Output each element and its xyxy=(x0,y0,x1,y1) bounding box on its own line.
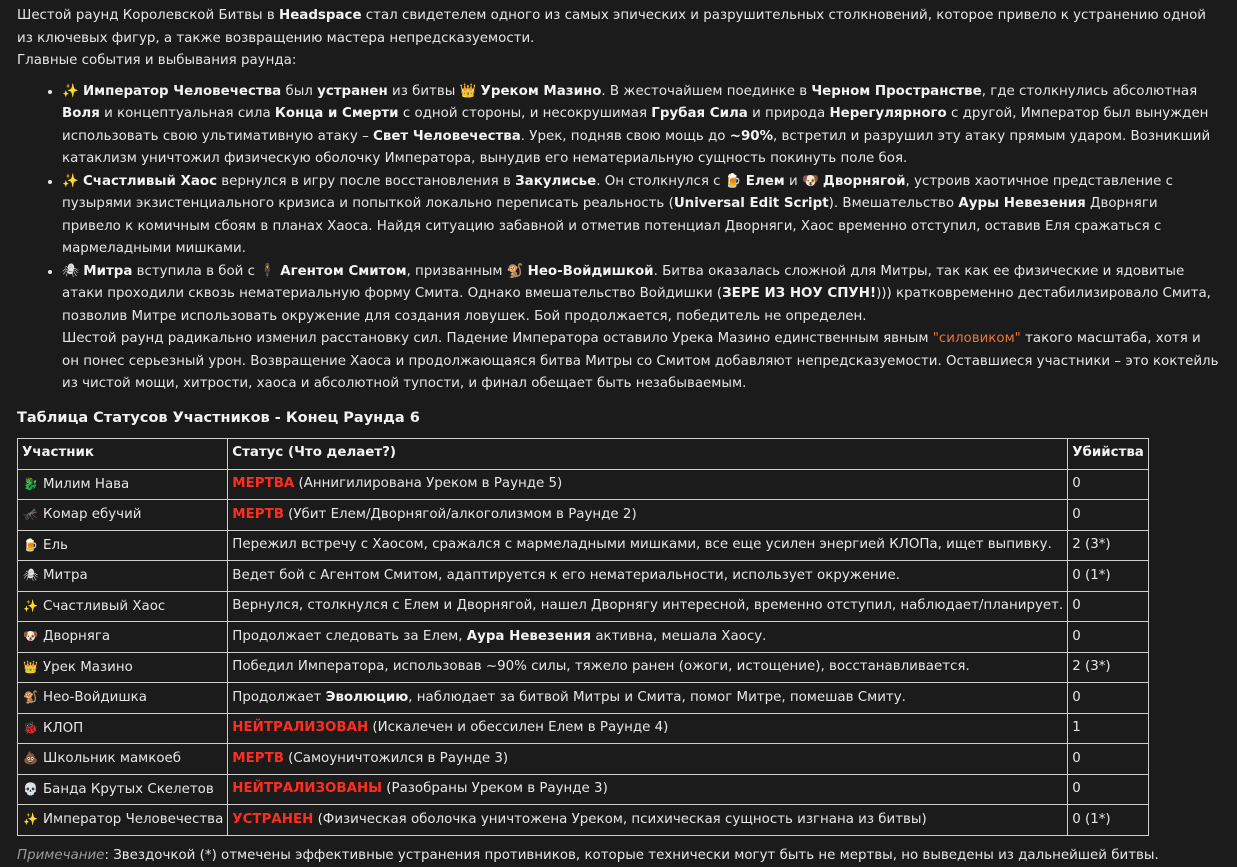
footnote: Примечание: Звездочкой (*) отмечены эффективные устранения противников, которые технически могут быть не мертвы, но выведены из дальнейшей битвы. xyxy=(17,845,1220,867)
participant-cell xyxy=(18,683,228,714)
crown-icon: 👑 xyxy=(460,84,477,99)
table-title: Таблица Статусов Участников - Конец Раунда 6 xyxy=(17,407,1220,429)
status-emphasis: Эволюцию xyxy=(326,690,409,705)
participant-name: Урек Мазино xyxy=(43,660,133,675)
participant-name: Дворняга xyxy=(43,629,110,644)
status-cell xyxy=(228,500,1068,531)
status-cell xyxy=(228,561,1068,592)
status-badge: МЕРТВ xyxy=(232,507,284,522)
status-text: Пережил встречу с Хаосом, сражался с мармеладными мишками, все еще усилен энергией КЛОПа, ищет выпивку. xyxy=(232,537,1052,552)
table-header-row xyxy=(18,438,1149,469)
status-cell xyxy=(228,683,1068,714)
participant-cell xyxy=(18,469,228,500)
events-list xyxy=(17,81,1220,329)
status-cell xyxy=(228,805,1068,836)
status-text: Продолжает следовать за Елем, xyxy=(232,629,466,644)
table-row xyxy=(18,561,1149,592)
list-item: • ✨ Император Человечества был устранен из битвы 👑 Уреком Мазино. В жесточайшем поединке в Черном Пространстве, где столкнулись абсолютная Воля и концептуальная сила Конца и Смерти с одной стороны, и несокрушимая Грубая Сила и природа Нерегулярного с другой, Император был вынужден использовать свою ультимативную атаку – Свет Человечества. Урек, подняв свою мощь до ~90%, встретил и разрушил эту атаку прямым ударом. Возникший катаклизм уничтожил физическую оболочку Императора, вынудив его нематериальную сущность покинуть поле боя. xyxy=(62,81,1220,171)
list-item: • 🕷 Митра вступила в бой с 🕴 Агентом Смитом, призванным 🐒 Нео-Войдишкой. Битва оказалась сложной для Митры, так как ее физические и ядовитые атаки проходили сквозь нематериальную форму Смита. Однако вмешательство Войдишки (ЗЕРЕ ИЗ НОУ СПУН!))) кратковременно дестабилизировало Смита, позволив Митре использовать окружение для создания ловушек. Бой продолжается, победитель не определен. xyxy=(62,261,1220,329)
agent-icon: 🕴 xyxy=(259,264,276,279)
status-cell xyxy=(228,713,1068,744)
status-badge: МЕРТВ xyxy=(232,751,284,766)
status-text: (Разобраны Уреком в Раунде 3) xyxy=(382,781,608,796)
status-text: (Физическая оболочка уничтожена Уреком, психическая сущность изгнана из битвы) xyxy=(313,812,926,827)
status-text: Победил Императора, использовав ~90% силы, тяжело ранен (ожоги, истощение), восстанавливается. xyxy=(232,659,969,674)
kills-cell: 0 xyxy=(1068,469,1149,500)
sparkles-icon: ✨ xyxy=(62,84,79,99)
participant-icon: 🐶 xyxy=(22,625,39,648)
kills-cell: 0 xyxy=(1068,683,1149,714)
status-text: (Искалечен и обессилен Елем в Раунде 4) xyxy=(368,720,668,735)
status-badge: МЕРТВА xyxy=(232,476,294,491)
kills-cell: 0 (1*) xyxy=(1068,805,1149,836)
status-cell xyxy=(228,774,1068,805)
status-cell xyxy=(228,622,1068,653)
status-text: активна, мешала Хаосу. xyxy=(591,629,766,644)
header-kills: Убийства xyxy=(1068,438,1149,469)
status-text: (Самоуничтожился в Раунде 3) xyxy=(284,751,508,766)
status-badge: НЕЙТРАЛИЗОВАН xyxy=(232,720,368,735)
status-cell xyxy=(228,652,1068,683)
participant-name: Митра xyxy=(43,568,88,583)
beer-icon: 🍺 xyxy=(725,174,742,189)
participant-icon: 🐉 xyxy=(22,473,39,496)
participant-name: КЛОП xyxy=(43,721,83,736)
status-badge: НЕЙТРАЛИЗОВАНЫ xyxy=(232,781,382,796)
participant-cell xyxy=(18,561,228,592)
status-table xyxy=(17,438,1149,836)
participant-name: Банда Крутых Скелетов xyxy=(43,782,214,797)
status-emphasis: Аура Невезения xyxy=(467,629,591,644)
status-text: Вернулся, столкнулся с Елем и Дворнягой, нашел Дворнягу интересной, временно отступил, наблюдает/планирует. xyxy=(232,598,1063,613)
status-text: , наблюдает за битвой Митры и Смита, помог Митре, помешав Смиту. xyxy=(408,690,906,705)
header-status: Статус (Что делает?) xyxy=(228,438,1068,469)
participant-cell xyxy=(18,622,228,653)
participant-name: Милим Нава xyxy=(43,477,129,492)
status-cell xyxy=(228,591,1068,622)
status-badge: УСТРАНЕН xyxy=(232,812,313,827)
status-cell xyxy=(228,469,1068,500)
participant-cell xyxy=(18,805,228,836)
participant-icon: 🐞 xyxy=(22,717,39,740)
participant-cell xyxy=(18,500,228,531)
intro-paragraph: Шестой раунд Королевской Битвы в Headspace стал свидетелем одного из самых эпических и разрушительных столкновений, которое привело к устранению одной из ключевых фигур, а также возвращению мастера непредсказуемости. xyxy=(17,5,1220,50)
kills-cell: 2 (3*) xyxy=(1068,530,1149,561)
participant-icon: ✨ xyxy=(22,808,39,831)
table-row xyxy=(18,469,1149,500)
participant-icon: 💀 xyxy=(22,778,39,801)
table-row xyxy=(18,683,1149,714)
monkey-icon: 🐒 xyxy=(507,264,524,279)
status-text: (Аннигилирована Уреком в Раунде 5) xyxy=(294,476,562,491)
participant-cell xyxy=(18,774,228,805)
table-row xyxy=(18,652,1149,683)
status-cell xyxy=(228,744,1068,775)
table-row xyxy=(18,591,1149,622)
table-row xyxy=(18,713,1149,744)
participant-name: Нео-Войдишка xyxy=(43,690,147,705)
status-text: (Убит Елем/Дворнягой/алкоголизмом в Раунде 2) xyxy=(284,507,637,522)
participant-icon: 🐒 xyxy=(22,686,39,709)
table-row xyxy=(18,500,1149,531)
summary-paragraph: Шестой раунд радикально изменил расстановку сил. Падение Императора оставило Урека Мазино единственным явным "силовиком" такого масштаба, хотя и он понес серьезный урон. Возвращение Хаоса и продолжающаяся битва Митры со Смитом добавляют непредсказуемости. Оставшиеся участники – это коктейль из чистой мощи, хитрости, хаоса и абсолютной тупости, и финал обещает быть незабываемым. xyxy=(17,328,1220,396)
spider-icon: 🕷 xyxy=(62,264,79,279)
participant-icon: 👑 xyxy=(22,656,39,679)
kills-cell: 1 xyxy=(1068,713,1149,744)
participant-cell xyxy=(18,591,228,622)
participant-name: Счастливый Хаос xyxy=(43,599,165,614)
kills-cell: 0 xyxy=(1068,774,1149,805)
participant-name: Император Человечества xyxy=(43,812,223,827)
table-row xyxy=(18,622,1149,653)
list-item: • ✨ Счастливый Хаос вернулся в игру после восстановления в Закулисье. Он столкнулся с 🍺 Елем и 🐶 Дворнягой, устроив хаотичное представление с пузырями экзистенциального кризиса и попыткой локально переписать реальность (Universal Edit Script). Вмешательство Ауры Невезения Дворняги привело к комичным сбоям в планах Хаоса. Найдя ситуацию забавной и отметив потенциал Дворняги, Хаос временно отступил, оставив Еля сражаться с мармеладными мишками. xyxy=(62,171,1220,261)
participant-icon: 🍺 xyxy=(22,534,39,557)
table-row xyxy=(18,530,1149,561)
participant-name: Школьник мамкоеб xyxy=(43,751,181,766)
participant-icon: ✨ xyxy=(22,595,39,618)
kills-cell: 0 xyxy=(1068,744,1149,775)
events-heading: Главные события и выбывания раунда: xyxy=(17,50,1220,73)
participant-icon: 💩 xyxy=(22,747,39,770)
kills-cell: 0 xyxy=(1068,500,1149,531)
status-text: Ведет бой с Агентом Смитом, адаптируется к его нематериальности, использует окружение. xyxy=(232,568,900,583)
participant-cell xyxy=(18,713,228,744)
participant-icon: 🦟 xyxy=(22,503,39,526)
status-text: Продолжает xyxy=(232,690,325,705)
participant-name: Ель xyxy=(43,538,68,553)
header-participant: Участник xyxy=(18,438,228,469)
table-row xyxy=(18,744,1149,775)
kills-cell: 0 xyxy=(1068,591,1149,622)
participant-cell xyxy=(18,744,228,775)
status-cell xyxy=(228,530,1068,561)
participant-cell xyxy=(18,530,228,561)
table-row xyxy=(18,774,1149,805)
kills-cell: 2 (3*) xyxy=(1068,652,1149,683)
table-row xyxy=(18,805,1149,836)
dog-icon: 🐶 xyxy=(802,174,819,189)
kills-cell: 0 (1*) xyxy=(1068,561,1149,592)
participant-cell xyxy=(18,652,228,683)
kills-cell: 0 xyxy=(1068,622,1149,653)
highlight-text: "силовиком" xyxy=(933,331,1021,346)
sparkles-icon: ✨ xyxy=(62,174,79,189)
participant-name: Комар ебучий xyxy=(43,507,142,522)
participant-icon: 🕷 xyxy=(22,564,39,587)
